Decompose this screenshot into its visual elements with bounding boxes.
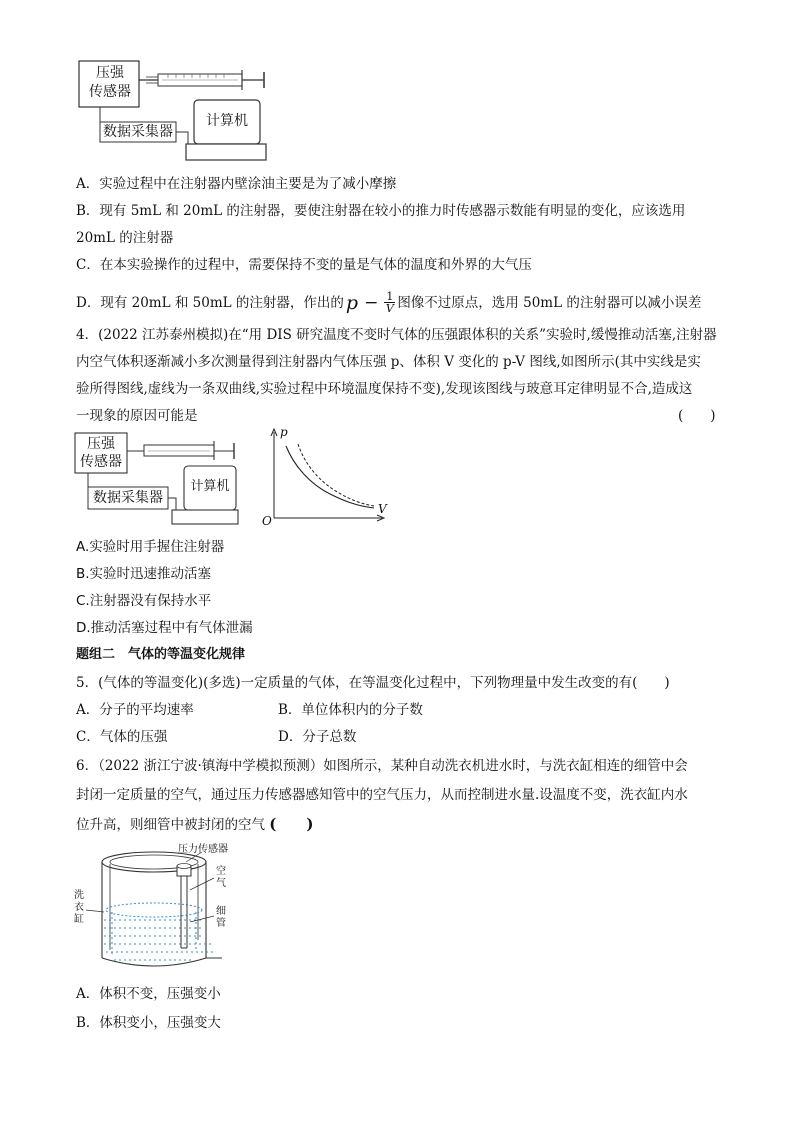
pressure-sensor-label: 压力传感器 bbox=[178, 844, 228, 855]
q3-option-d-pre: D．现有 20mL 和 50mL 的注射器，作出的 bbox=[76, 294, 344, 311]
air-label: 空 气 bbox=[216, 866, 226, 889]
formula-fraction bbox=[384, 291, 395, 314]
q4-option-b: B.实验时迅速推动活塞 bbox=[76, 566, 212, 582]
q4-stem-line1: 4．(2022 江苏泰州模拟)在“用 DIS 研究温度不变时气体的压强跟体积的关系”实验时,缓慢推动活塞,注射器 bbox=[76, 327, 717, 343]
q6-stem-line3 bbox=[76, 814, 314, 835]
axis-p-label: p bbox=[280, 425, 288, 439]
pv-graph-drawing bbox=[258, 426, 398, 530]
washing-machine-figure bbox=[74, 840, 274, 980]
q6-stem-line1: 6．（2022 浙江宁波·镇海中学模拟预测）如图所示，某种自动洗衣机进水时，与洗衣缸相连的细管中会 bbox=[76, 758, 688, 774]
formula-p: p bbox=[345, 291, 359, 314]
daq-label: 数据采集器 bbox=[103, 124, 173, 140]
q3-option-b-line1: B．现有 5mL 和 20mL 的注射器，要使注射器在较小的推力时传感器示数能有明显的变化，应该选用 bbox=[76, 203, 686, 219]
daq-label: 数据采集器 bbox=[93, 490, 163, 506]
q4-answer-blank: ( ) bbox=[678, 408, 716, 424]
sensor-label-line1: 压强 bbox=[96, 65, 124, 81]
sensor-label-line2: 传感器 bbox=[89, 84, 131, 100]
sensor-label-line2: 传感器 bbox=[80, 454, 122, 470]
q4-option-d: D.推动活塞过程中有气体泄漏 bbox=[76, 620, 253, 636]
q5-option-a: A．分子的平均速率 bbox=[76, 702, 194, 718]
q5-stem: 5．(气体的等温变化)(多选)一定质量的气体，在等温变化过程中，下列物理量中发生改变的有( ) bbox=[76, 675, 670, 691]
washing-machine-drawing bbox=[74, 840, 274, 980]
q6-answer-blank: ( ) bbox=[269, 815, 314, 833]
tub-label: 洗 衣 缸 bbox=[74, 890, 84, 925]
q3-option-a: A．实验过程中在注射器内壁涂油主要是为了减小摩擦 bbox=[76, 176, 397, 192]
formula-den: V bbox=[385, 302, 394, 315]
q6-option-b: B．体积变小，压强变大 bbox=[76, 1015, 221, 1031]
q6-stem-line3-text: 位升高，则细管中被封闭的空气 bbox=[76, 817, 265, 833]
q4-stem-line4: 一现象的原因可能是 bbox=[76, 408, 198, 424]
tube-label: 细 管 bbox=[216, 906, 226, 929]
pv-graph bbox=[258, 426, 398, 530]
q4-option-a: A.实验时用手握住注射器 bbox=[76, 539, 225, 555]
axis-v-label: V bbox=[378, 502, 387, 516]
computer-label: 计算机 bbox=[206, 113, 248, 129]
apparatus-figure-2 bbox=[74, 432, 244, 528]
q4-option-c: C.注射器没有保持水平 bbox=[76, 593, 212, 609]
q3-option-c: C．在本实验操作的过程中，需要保持不变的量是气体的温度和外界的大气压 bbox=[76, 257, 532, 273]
q3-option-d-post: 图像不过原点，选用 50mL 的注射器可以减小误差 bbox=[397, 294, 702, 311]
apparatus-figure-1 bbox=[78, 60, 278, 165]
section-title: 题组二 气体的等温变化规律 bbox=[76, 647, 246, 662]
origin-label: O bbox=[262, 514, 272, 528]
q6-option-a: A．体积不变，压强变小 bbox=[76, 986, 221, 1002]
formula-num: 1 bbox=[386, 290, 394, 303]
q5-option-b: B．单位体积内的分子数 bbox=[278, 702, 423, 718]
q4-stem-line2: 内空气体积逐渐减小多次测量得到注射器内气体压强 p、体积 V 变化的 p-V 图线,如图所示(其中实线是实 bbox=[76, 354, 701, 370]
q4-stem-line3: 验所得图线,虚线为一条双曲线,实验过程中环境温度保持不变),发现该图线与玻意耳定律明显不合,造成这 bbox=[76, 381, 693, 397]
solid-curve bbox=[286, 446, 374, 508]
sensor-label-line1: 压强 bbox=[87, 436, 115, 452]
q3-option-b-line2: 20mL 的注射器 bbox=[76, 230, 174, 246]
q5-option-c: C．气体的压强 bbox=[76, 729, 168, 745]
formula-minus: − bbox=[364, 292, 379, 313]
computer-label: 计算机 bbox=[190, 479, 230, 494]
q5-option-d: D．分子总数 bbox=[278, 729, 357, 745]
q6-stem-line2: 封闭一定质量的空气，通过压力传感器感知管中的空气压力，从而控制进水量.设温度不变，洗衣缸内水 bbox=[76, 787, 688, 803]
q3-option-d bbox=[76, 291, 701, 314]
